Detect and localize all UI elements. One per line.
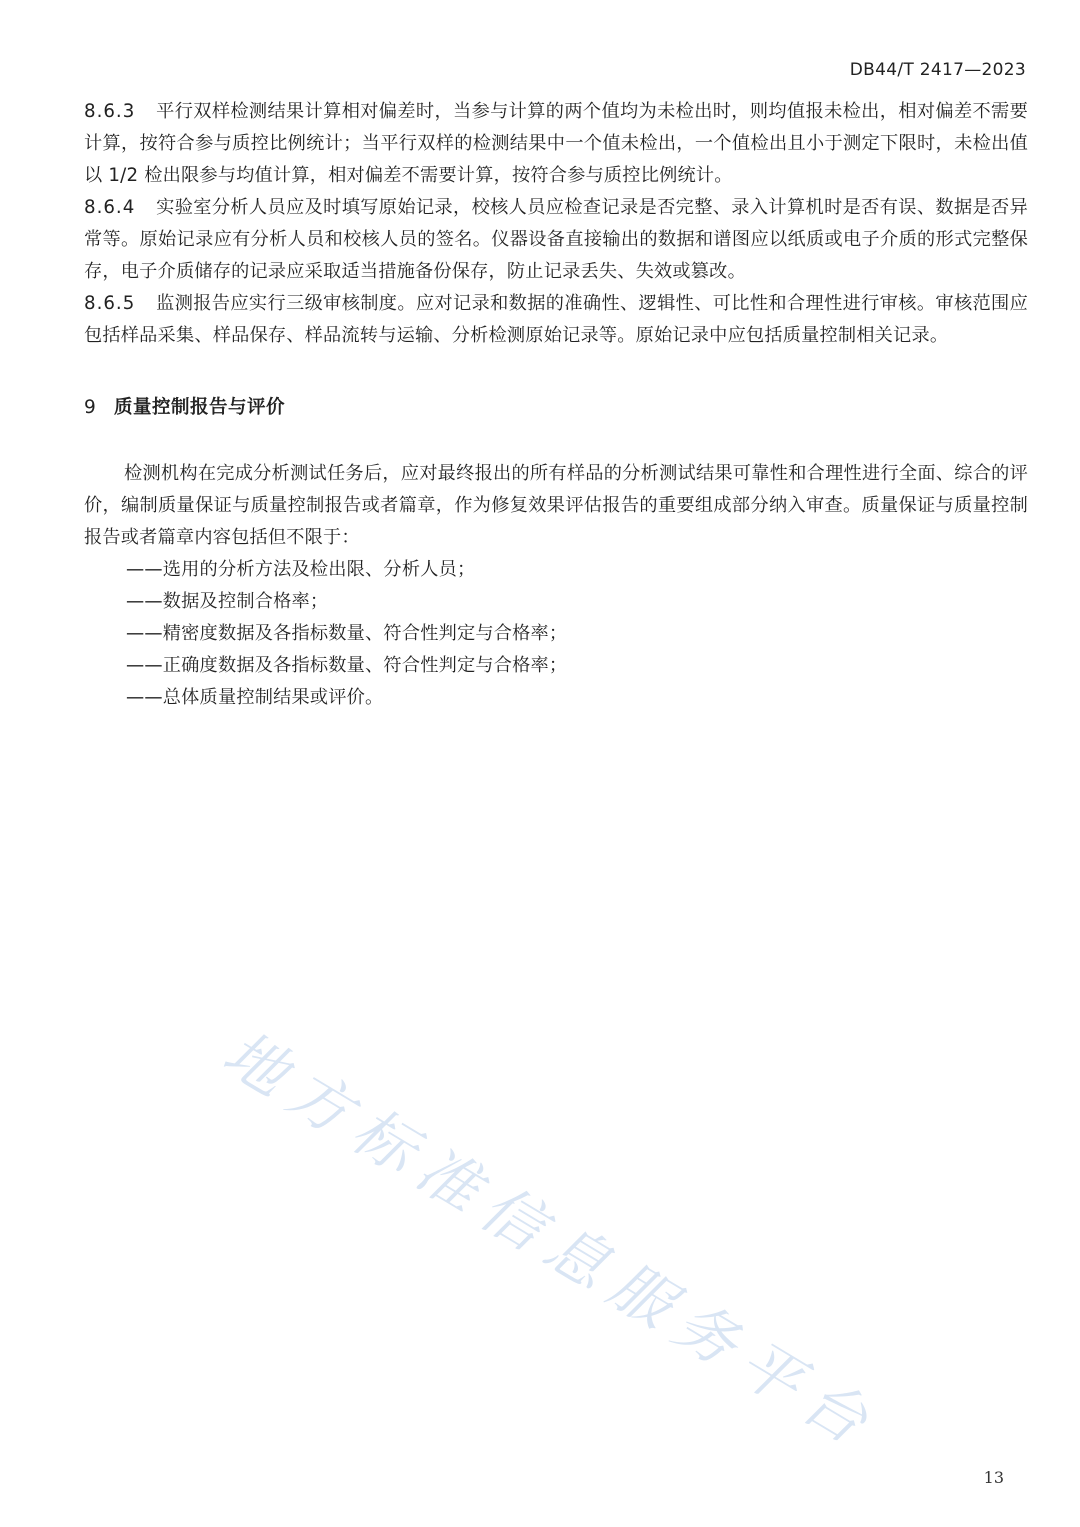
clause-number: 8.6.5: [84, 293, 136, 314]
clause-8-6-5: [84, 288, 1028, 352]
document-body: [84, 96, 1028, 714]
document-code: DB44/T 2417—2023: [849, 60, 1026, 80]
clause-text: 监测报告应实行三级审核制度。应对记录和数据的准确性、逻辑性、可比性和合理性进行审核。审核范围应包括样品采集、样品保存、样品流转与运输、分析检测原始记录等。原始记录中应包括质量控制相关记录。: [84, 293, 1028, 346]
clause-text: 实验室分析人员应及时填写原始记录，校核人员应检查记录是否完整、录入计算机时是否有误、数据是否异常等。原始记录应有分析人员和校核人员的签名。仪器设备直接输出的数据和谱图应以纸质或电子介质的形式完整保存，电子介质储存的记录应采取适当措施备份保存，防止记录丢失、失效或篡改。: [84, 197, 1028, 282]
section-heading: [84, 392, 1028, 424]
list-item: ——数据及控制合格率；: [126, 591, 329, 612]
clause-8-6-4: [84, 192, 1028, 288]
clause-8-6-3: [84, 96, 1028, 192]
list-item: ——正确度数据及各指标数量、符合性判定与合格率；: [126, 655, 568, 676]
page-number: 13: [983, 1468, 1004, 1487]
list-item: ——精密度数据及各指标数量、符合性判定与合格率；: [126, 623, 568, 644]
section-title: 质量控制报告与评价: [114, 397, 286, 418]
section-intro: 检测机构在完成分析测试任务后，应对最终报出的所有样品的分析测试结果可靠性和合理性进行全面、综合的评价，编制质量保证与质量控制报告或者篇章，作为修复效果评估报告的重要组成部分纳入审查。质量保证与质量控制报告或者篇章内容包括但不限于：: [84, 463, 1028, 548]
list-item: ——选用的分析方法及检出限、分析人员；: [126, 559, 476, 580]
watermark: 地方标准信息服务平台: [211, 1017, 891, 1465]
clause-number: 8.6.3: [84, 101, 136, 122]
clause-number: 8.6.4: [84, 197, 136, 218]
section-number: 9: [84, 397, 97, 418]
list-item: ——总体质量控制结果或评价。: [126, 687, 384, 708]
clause-text: 平行双样检测结果计算相对偏差时，当参与计算的两个值均为未检出时，则均值报未检出，相对偏差不需要计算，按符合参与质控比例统计；当平行双样的检测结果中一个值未检出，一个值检出且小于测定下限时，未检出值以 1/2 检出限参与均值计算，相对偏差不需要计算，按符合参与质控比例统计。: [84, 101, 1028, 186]
